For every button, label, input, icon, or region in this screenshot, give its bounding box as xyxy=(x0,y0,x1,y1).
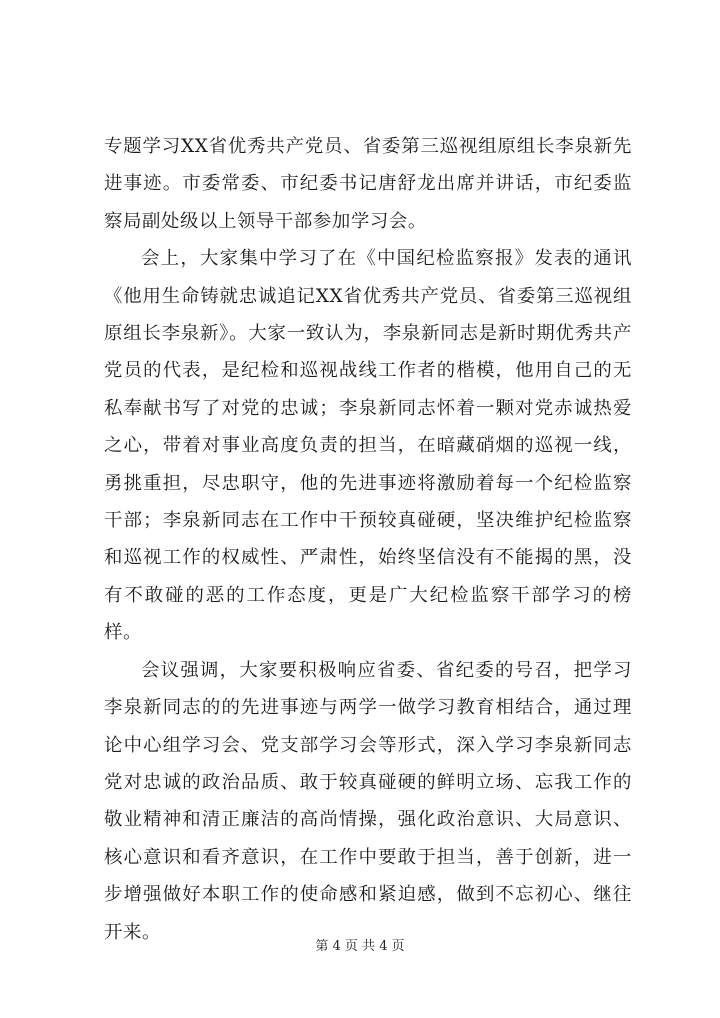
page-number-footer: 第 4 页 共 4 页 xyxy=(315,939,405,954)
paragraph-continuation: 专题学习XX省优秀共产党员、省委第三巡视组原组长李泉新先进事迹。市委常委、市纪委书记唐舒龙出席并讲话，市纪委监察局副处级以上领导干部参加学习会。 xyxy=(104,136,632,232)
paragraph-meeting-study: 会上，大家集中学习了在《中国纪检监察报》发表的通讯《他用生命铸就忠诚追记XX省优秀共产党员、省委第三巡视组原组长李泉新》。大家一致认为，李泉新同志是新时期优秀共产党员的代表，是纪检和巡视战线工作者的楷模，他用自己的无私奉献书写了对党的忠诚；李泉新同志怀着一颗对党赤诚热爱之心，带着对事业高度负责的担当，在暗藏硝烟的巡视一线，勇挑重担，尽忠职守，他的先进事迹将激励着每一个纪检监察干部；李泉新同志在工作中干预较真碰硬，坚决维护纪检监察和巡视工作的权威性、严肃性，始终坚信没有不能揭的黑，没有不敢碰的恶的工作态度，更是广大纪检监察干部学习的榜样。 xyxy=(104,248,632,644)
document-body xyxy=(104,128,632,951)
paragraph-meeting-emphasis: 会议强调，大家要积极响应省委、省纪委的号召，把学习李泉新同志的的先进事迹与两学一做学习教育相结合，通过理论中心组学习会、党支部学习会等形式，深入学习李泉新同志党对忠诚的政治品质、敢于较真碰硬的鲜明立场、忘我工作的敬业精神和清正廉洁的高尚情操，强化政治意识、大局意识、核心意识和看齐意识，在工作中要敢于担当，善于创新，进一步增强做好本职工作的使命感和紧迫感，做到不忘初心、继往开来。 xyxy=(104,659,632,943)
